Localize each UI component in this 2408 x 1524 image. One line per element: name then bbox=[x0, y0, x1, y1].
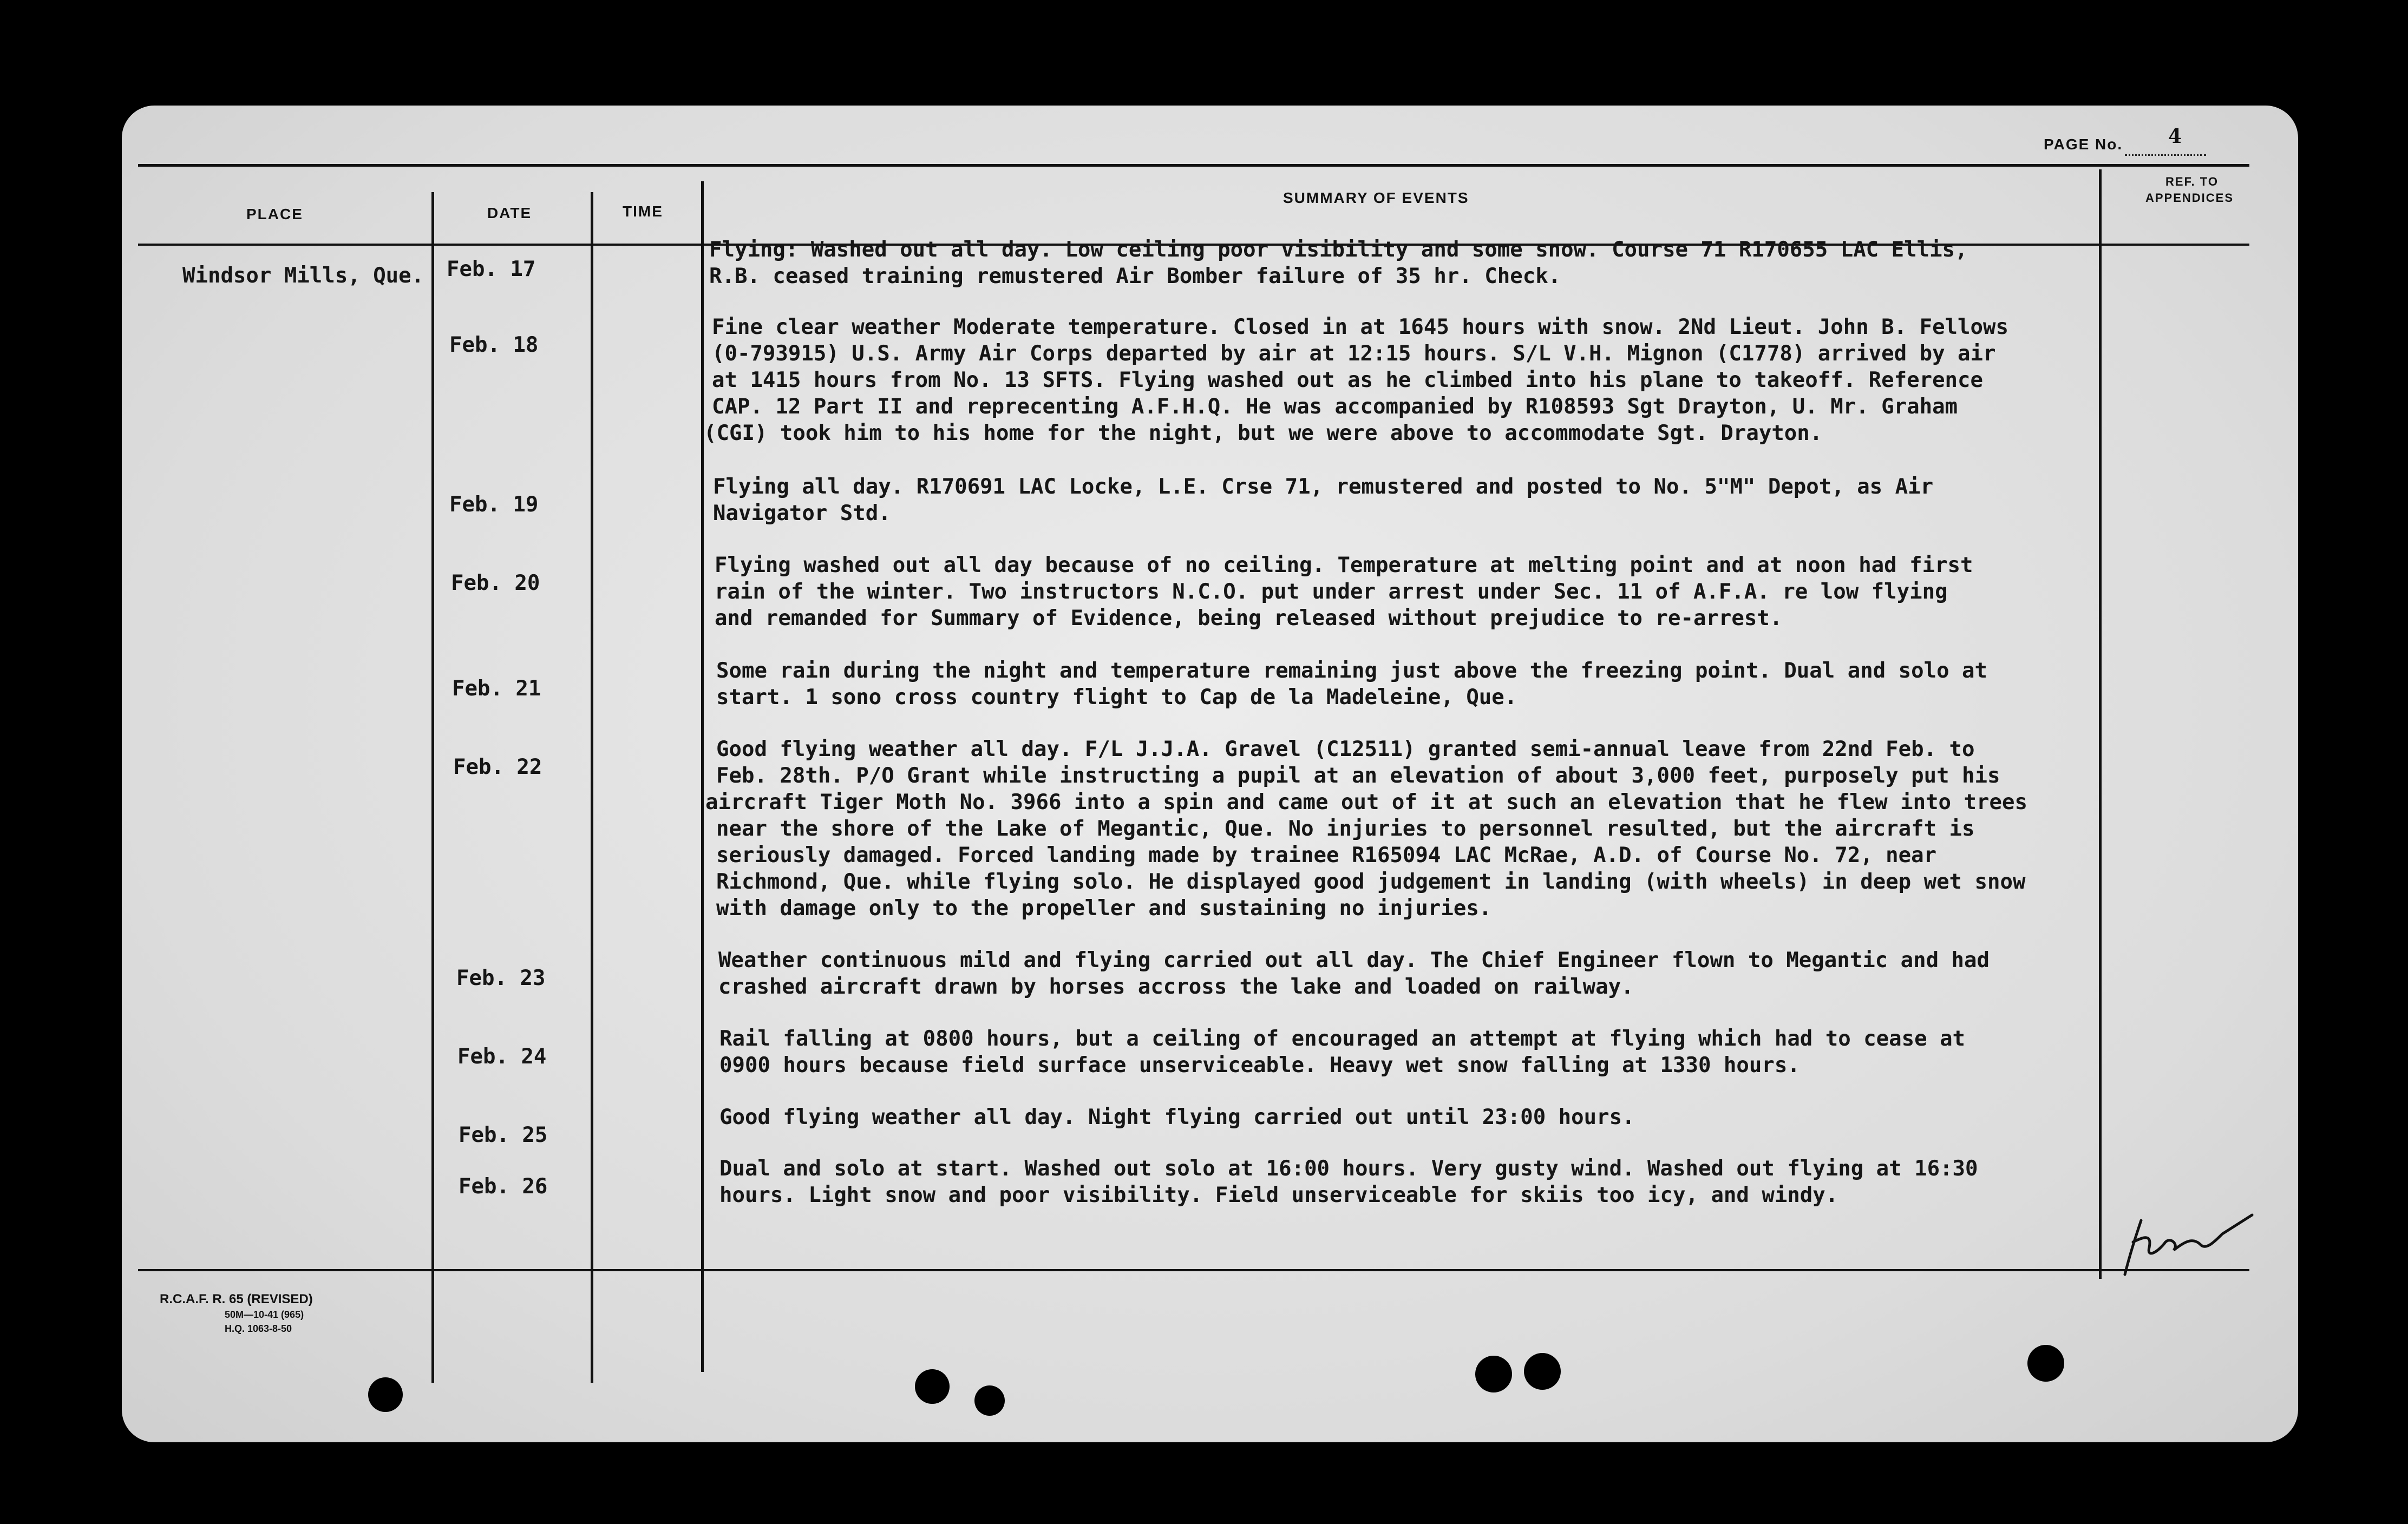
punch-hole bbox=[915, 1369, 950, 1404]
summary-line: and remanded for Summary of Evidence, being released without prejudice to re-arrest. bbox=[715, 606, 1783, 630]
summary-line: seriously damaged. Forced landing made by trainee R165094 LAC McRae, A.D. of Course No. 72, near bbox=[716, 843, 1937, 868]
date-entry: Feb. 22 bbox=[453, 755, 542, 779]
form-print-code: 50M—10-41 (965) bbox=[225, 1309, 304, 1320]
divider-date-time bbox=[591, 192, 593, 1383]
summary-line: Good flying weather all day. Night flying carried out until 23:00 hours. bbox=[719, 1105, 1635, 1129]
summary-line: near the shore of the Lake of Megantic, Que. No injuries to personnel resulted, but the aircraft is bbox=[716, 817, 1975, 841]
summary-line: aircraft Tiger Moth No. 3966 into a spin and came out of it at such an elevation that he flew into trees bbox=[705, 790, 2027, 814]
summary-line: Rail falling at 0800 hours, but a ceiling of encouraged an attempt at flying which had to cease at bbox=[719, 1027, 1966, 1051]
summary-line: Flying washed out all day because of no ceiling. Temperature at melting point and at noon had first bbox=[715, 553, 1973, 577]
punch-hole bbox=[974, 1385, 1005, 1416]
summary-line: at 1415 hours from No. 13 SFTS. Flying washed out as he climbed into his plane to takeoff. Reference bbox=[712, 368, 1983, 392]
summary-line: Dual and solo at start. Washed out solo at 16:00 hours. Very gusty wind. Washed out flying at 16:30 bbox=[719, 1157, 1978, 1181]
punch-hole bbox=[368, 1377, 403, 1412]
summary-line: CAP. 12 Part II and reprecenting A.F.H.Q. He was accompanied by R108593 Sgt Drayton, U. Mr. Graham bbox=[712, 395, 1958, 419]
page-no-line bbox=[2125, 154, 2206, 156]
form-hq-code: H.Q. 1063-8-50 bbox=[225, 1323, 292, 1334]
divider-place-date bbox=[431, 192, 434, 1383]
date-entry: Feb. 17 bbox=[447, 257, 536, 281]
bottom-rule bbox=[138, 1269, 2249, 1271]
date-entry: Feb. 23 bbox=[456, 966, 546, 990]
page-no-value: 4 bbox=[2168, 125, 2183, 148]
summary-line: Fine clear weather Moderate temperature. Closed in at 1645 hours with snow. 2Nd Lieut. John B. Fellows bbox=[712, 315, 2008, 339]
summary-line: (0-793915) U.S. Army Air Corps departed by air at 12:15 hours. S/L V.H. Mignon (C1778) arrived by air bbox=[712, 341, 1996, 366]
divider-summary-ref bbox=[2099, 169, 2102, 1279]
summary-line: Flying: Washed out all day. Low ceiling poor visibility and some snow. Course 71 R170655 LAC Ellis, bbox=[709, 238, 1968, 262]
date-entry: Feb. 21 bbox=[452, 676, 541, 701]
summary-line: Flying all day. R170691 LAC Locke, L.E. Crse 71, remustered and posted to No. 5"M" Depot, as Air bbox=[713, 475, 1934, 499]
summary-line: start. 1 sono cross country flight to Cap de la Madeleine, Que. bbox=[716, 685, 1517, 710]
date-entry: Feb. 24 bbox=[457, 1045, 547, 1069]
punch-hole bbox=[1524, 1353, 1561, 1390]
record-card bbox=[122, 106, 2298, 1442]
punch-hole bbox=[1475, 1356, 1512, 1392]
divider-time-summary bbox=[701, 181, 704, 1372]
date-entry: Feb. 26 bbox=[459, 1174, 548, 1199]
summary-line: Feb. 28th. P/O Grant while instructing a pupil at an elevation of about 3,000 feet, purposely put his bbox=[716, 764, 2000, 788]
column-header-summary: SUMMARY OF EVENTS bbox=[1283, 189, 1469, 206]
summary-line: 0900 hours because field surface unserviceable. Heavy wet snow falling at 1330 hours. bbox=[719, 1053, 1800, 1078]
summary-line: crashed aircraft drawn by horses accross the lake and loaded on railway. bbox=[718, 975, 1634, 999]
place-entry: Windsor Mills, Que. bbox=[182, 264, 424, 288]
top-rule bbox=[138, 164, 2249, 167]
summary-line: with damage only to the propeller and sustaining no injuries. bbox=[716, 896, 1492, 921]
summary-line: (CGI) took him to his home for the night, but we were above to accommodate Sgt. Drayton. bbox=[704, 421, 1823, 445]
column-header-date: DATE bbox=[487, 205, 532, 221]
summary-line: hours. Light snow and poor visibility. Field unserviceable for skiis too icy, and windy. bbox=[719, 1183, 1838, 1207]
date-entry: Feb. 19 bbox=[449, 492, 539, 517]
summary-line: R.B. ceased training remustered Air Bomber failure of 35 hr. Check. bbox=[709, 264, 1561, 288]
page-no-label: PAGE No. bbox=[2044, 136, 2123, 153]
form-number: R.C.A.F. R. 65 (REVISED) bbox=[160, 1292, 313, 1306]
signature-mark bbox=[2119, 1204, 2260, 1285]
punch-hole bbox=[2027, 1345, 2064, 1382]
summary-line: Richmond, Que. while flying solo. He displayed good judgement in landing (with wheels) in deep wet snow bbox=[716, 870, 2026, 894]
date-entry: Feb. 20 bbox=[451, 571, 540, 595]
summary-line: Some rain during the night and temperature remaining just above the freezing point. Dual and solo at bbox=[716, 659, 1987, 683]
column-header-place: PLACE bbox=[246, 206, 303, 222]
column-header-time: TIME bbox=[623, 203, 663, 220]
column-header-ref-line1: REF. TO bbox=[2165, 175, 2219, 188]
summary-line: rain of the winter. Two instructors N.C.O. put under arrest under Sec. 11 of A.F.A. re low flying bbox=[715, 580, 1948, 604]
date-entry: Feb. 18 bbox=[449, 333, 539, 357]
summary-line: Good flying weather all day. F/L J.J.A. Gravel (C12511) granted semi-annual leave from 22nd Feb. to bbox=[716, 737, 1975, 761]
summary-line: Weather continuous mild and flying carried out all day. The Chief Engineer flown to Megantic and had bbox=[718, 948, 1990, 973]
column-header-ref-line2: APPENDICES bbox=[2145, 191, 2234, 205]
date-entry: Feb. 25 bbox=[459, 1123, 548, 1147]
summary-line: Navigator Std. bbox=[713, 501, 891, 525]
